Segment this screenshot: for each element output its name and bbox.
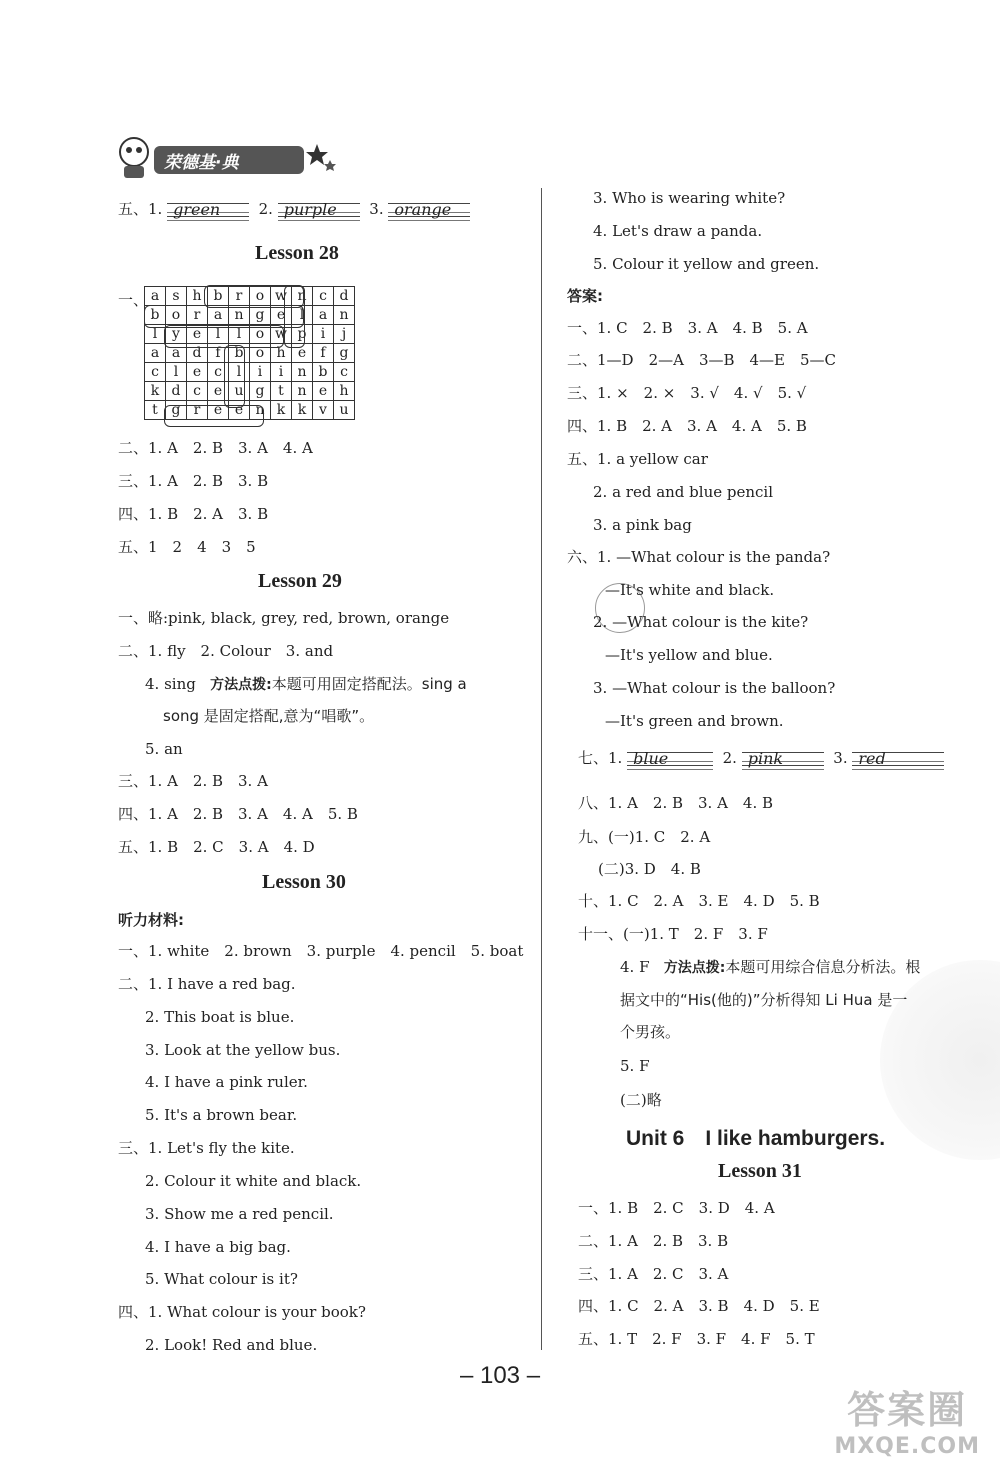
tip-text: 本题可用综合信息分析法。根	[725, 958, 921, 976]
handwriting-box	[167, 200, 249, 220]
grid-cell: k	[271, 401, 292, 420]
grid-cell: c	[334, 363, 355, 382]
grid-cell: c	[187, 382, 208, 401]
l31-line: 五、1. T 2. F 3. F 4. F 5. T	[578, 1330, 815, 1348]
grid-cell: p	[292, 325, 313, 344]
grid-cell: a	[313, 306, 334, 325]
l28-line-2: 三、1. A 2. B 3. B	[118, 472, 269, 490]
l28-line-4: 五、1 2 4 3 5	[118, 538, 256, 556]
l30-line: 2. This boat is blue.	[145, 1008, 295, 1026]
handwritten-word: purple	[283, 200, 337, 219]
handwriting-box	[627, 749, 713, 769]
grid-cell: e	[229, 401, 250, 420]
answers-label: 答案:	[567, 287, 603, 305]
l28-line-1: 二、1. A 2. B 3. A 4. A	[118, 439, 313, 457]
ans-line: 3. a pink bag	[593, 516, 692, 534]
handwritten-word: green	[173, 200, 221, 219]
ans-line: 二、1—D 2—A 3—B 4—E 5—C	[567, 351, 837, 369]
grid-cell: t	[271, 382, 292, 401]
watermark-bottom: MXQE.COM	[834, 1434, 980, 1459]
grid-cell: k	[145, 382, 166, 401]
grid-cell: k	[292, 401, 313, 420]
grid-cell: u	[229, 382, 250, 401]
grid-cell: e	[187, 363, 208, 382]
l30-line: 4. I have a big bag.	[145, 1238, 291, 1256]
grid-cell: t	[145, 401, 166, 420]
word-search-grid	[144, 286, 355, 420]
l30-line: 三、1. Let's fly the kite.	[118, 1139, 295, 1157]
ans-line: —It's green and brown.	[605, 712, 784, 730]
handwriting-box	[742, 749, 824, 769]
ans-line: —It's yellow and blue.	[605, 646, 773, 664]
grid-cell: s	[166, 287, 187, 306]
item-number: 3.	[833, 749, 848, 767]
l30-line: 2. Colour it white and black.	[145, 1172, 362, 1190]
grid-cell: v	[313, 401, 334, 420]
grid-cell: f	[208, 344, 229, 363]
item-number: 2.	[722, 749, 737, 767]
l29-line-4: 5. an	[145, 740, 183, 758]
item-4: 4. F	[620, 958, 650, 976]
l30-line: 四、1. What colour is your book?	[118, 1303, 366, 1321]
l29-line-1: 一、略:pink, black, grey, red, brown, orange	[118, 609, 450, 627]
l31-line: 四、1. C 2. A 3. B 4. D 5. E	[578, 1297, 820, 1315]
ans-line: 一、1. C 2. B 3. A 4. B 5. A	[567, 319, 808, 337]
grid-cell: y	[166, 325, 187, 344]
grid-cell: o	[250, 325, 271, 344]
l30-line: 5. It's a brown bear.	[145, 1106, 298, 1124]
handwritten-word: pink	[747, 749, 784, 768]
l30-line: 4. I have a pink ruler.	[145, 1073, 308, 1091]
grid-cell: e	[208, 382, 229, 401]
item-number: 2.	[258, 200, 273, 218]
grid-cell: e	[271, 306, 292, 325]
l30-line: 3. Show me a red pencil.	[145, 1205, 334, 1223]
lesson-30-title: Lesson 30	[262, 871, 346, 893]
q1-label: 一、	[118, 291, 149, 309]
grid-cell: e	[313, 382, 334, 401]
unit-6-title: Unit 6 I like hamburgers.	[626, 1127, 886, 1150]
grid-cell: c	[145, 363, 166, 382]
lesson-29-title: Lesson 29	[258, 570, 342, 592]
l30-line: 一、1. white 2. brown 3. purple 4. pencil 5. boat	[118, 942, 524, 960]
grid-cell: n	[292, 287, 313, 306]
watermark	[834, 1379, 980, 1459]
ans-line: 2. a red and blue pencil	[593, 483, 774, 501]
r-top-line: 5. Colour it yellow and green.	[593, 255, 820, 273]
grid-cell: b	[145, 306, 166, 325]
ans-line: 八、1. A 2. B 3. A 4. B	[578, 794, 774, 812]
grid-cell: b	[229, 344, 250, 363]
grid-cell: n	[229, 306, 250, 325]
grid-cell: h	[187, 287, 208, 306]
ans-line: 六、1. —What colour is the panda?	[567, 548, 831, 566]
grid-row	[145, 344, 355, 363]
grid-row	[145, 287, 355, 306]
l29-line-6: 四、1. A 2. B 3. A 4. A 5. B	[118, 805, 358, 823]
grid-cell: b	[313, 363, 334, 382]
grid-cell: c	[313, 287, 334, 306]
grid-cell: n	[292, 382, 313, 401]
ans-line: (二)略	[620, 1091, 662, 1109]
l30-line: 3. Look at the yellow bus.	[145, 1041, 341, 1059]
tip-line-1	[620, 957, 920, 978]
grid-cell: r	[187, 401, 208, 420]
grid-cell: c	[208, 363, 229, 382]
grid-cell: l	[229, 325, 250, 344]
grid-cell: g	[250, 382, 271, 401]
grid-row	[145, 363, 355, 382]
l29-line-7: 五、1. B 2. C 3. A 4. D	[118, 838, 315, 856]
l30-line: 二、1. I have a red bag.	[118, 975, 296, 993]
handwriting-box	[852, 749, 944, 769]
grid-cell: l	[166, 363, 187, 382]
l31-line: 三、1. A 2. C 3. A	[578, 1265, 729, 1283]
grid-cell: g	[334, 344, 355, 363]
ans-line: 十、1. C 2. A 3. E 4. D 5. B	[578, 892, 820, 910]
grid-cell: d	[187, 344, 208, 363]
tip-label: 方法点拨:	[210, 677, 272, 693]
handwritten-word: red	[858, 749, 886, 768]
grid-cell: n	[292, 363, 313, 382]
handwriting-box	[388, 200, 470, 220]
grid-cell: g	[250, 306, 271, 325]
grid-cell: w	[271, 287, 292, 306]
ans-line: —It's white and black.	[605, 581, 775, 599]
l31-line: 一、1. B 2. C 3. D 4. A	[578, 1199, 775, 1217]
grid-cell: w	[271, 325, 292, 344]
ans-line: 2. —What colour is the kite?	[593, 613, 809, 631]
grid-cell: d	[334, 287, 355, 306]
l29-line-3	[145, 674, 467, 695]
tip-line-2: 据文中的“His(他的)”分析得知 Li Hua 是一	[620, 991, 908, 1009]
grid-cell: r	[187, 306, 208, 325]
grid-row	[145, 382, 355, 401]
grid-cell: b	[208, 287, 229, 306]
tip-text: 本题可用固定搭配法。sing a	[271, 675, 467, 693]
ans-line: 五、1. a yellow car	[567, 450, 708, 468]
lesson-28-title: Lesson 28	[255, 242, 339, 264]
grid-cell: n	[334, 306, 355, 325]
grid-cell: e	[292, 344, 313, 363]
qi-handwriting-row	[578, 748, 944, 769]
logo-text: 荣德基·典	[164, 153, 239, 173]
ans-line: 四、1. B 2. A 3. A 4. A 5. B	[567, 417, 807, 435]
grid-cell: a	[208, 306, 229, 325]
grid-cell: o	[250, 287, 271, 306]
grid-cell: h	[334, 382, 355, 401]
ans-line: 三、1. × 2. × 3. √ 4. √ 5. √	[567, 384, 807, 402]
grid-cell: a	[166, 344, 187, 363]
ans-line: 九、(一)1. C 2. A	[578, 828, 711, 846]
watermark-top: 答案圈	[847, 1388, 968, 1432]
grid-cell: e	[208, 401, 229, 420]
l29-line-5: 三、1. A 2. B 3. A	[118, 772, 268, 790]
ans-line: 5. F	[620, 1057, 650, 1075]
ans-line: 十一、(一)1. T 2. F 3. F	[578, 925, 768, 943]
handwriting-box	[278, 200, 360, 220]
handwritten-word: orange	[394, 200, 452, 219]
grid-cell: a	[145, 287, 166, 306]
row-label: 七、1.	[578, 749, 623, 767]
lesson-31-title: Lesson 31	[718, 1160, 802, 1182]
l31-line: 二、1. A 2. B 3. B	[578, 1232, 729, 1250]
handwritten-word: blue	[633, 749, 669, 768]
l28-line-3: 四、1. B 2. A 3. B	[118, 505, 269, 523]
ans-line: 3. —What colour is the balloon?	[593, 679, 836, 697]
ans-line: (二)3. D 4. B	[598, 860, 701, 878]
grid-cell: l	[292, 306, 313, 325]
grid-cell: o	[166, 306, 187, 325]
grid-cell: l	[145, 325, 166, 344]
grid-row	[145, 325, 355, 344]
brand-logo	[112, 132, 337, 182]
grid-cell: f	[313, 344, 334, 363]
grid-cell: r	[229, 287, 250, 306]
wu-handwriting-row	[118, 199, 470, 220]
grid-cell: d	[166, 382, 187, 401]
listening-label: 听力材料:	[118, 911, 184, 929]
r-top-line: 3. Who is wearing white?	[593, 189, 786, 207]
grid-cell: g	[166, 401, 187, 420]
grid-cell: j	[334, 325, 355, 344]
grid-row	[145, 401, 355, 420]
grid-cell: a	[145, 344, 166, 363]
tip-line-3: 个男孩。	[620, 1023, 681, 1041]
r-top-line: 4. Let's draw a panda.	[593, 222, 763, 240]
l30-line: 5. What colour is it?	[145, 1270, 298, 1288]
l30-line: 2. Look! Red and blue.	[145, 1336, 318, 1354]
grid-cell: l	[229, 363, 250, 382]
grid-cell: i	[271, 363, 292, 382]
grid-cell: u	[334, 401, 355, 420]
l29-line-2: 二、1. fly 2. Colour 3. and	[118, 642, 334, 660]
grid-cell: o	[250, 344, 271, 363]
grid-row	[145, 306, 355, 325]
grid-cell: e	[187, 325, 208, 344]
page-number: – 103 –	[459, 1362, 541, 1389]
row-label: 五、1.	[118, 200, 163, 218]
l29-item-4: 4. sing	[145, 675, 196, 693]
grid-cell: h	[271, 344, 292, 363]
tip-label: 方法点拨:	[663, 960, 726, 976]
item-number: 3.	[369, 200, 384, 218]
grid-cell: i	[313, 325, 334, 344]
grid-cell: i	[250, 363, 271, 382]
grid-cell: l	[208, 325, 229, 344]
column-divider	[541, 188, 542, 1350]
grid-cell: n	[250, 401, 271, 420]
l29-line-3c: song 是固定搭配,意为“唱歌”。	[163, 707, 375, 725]
